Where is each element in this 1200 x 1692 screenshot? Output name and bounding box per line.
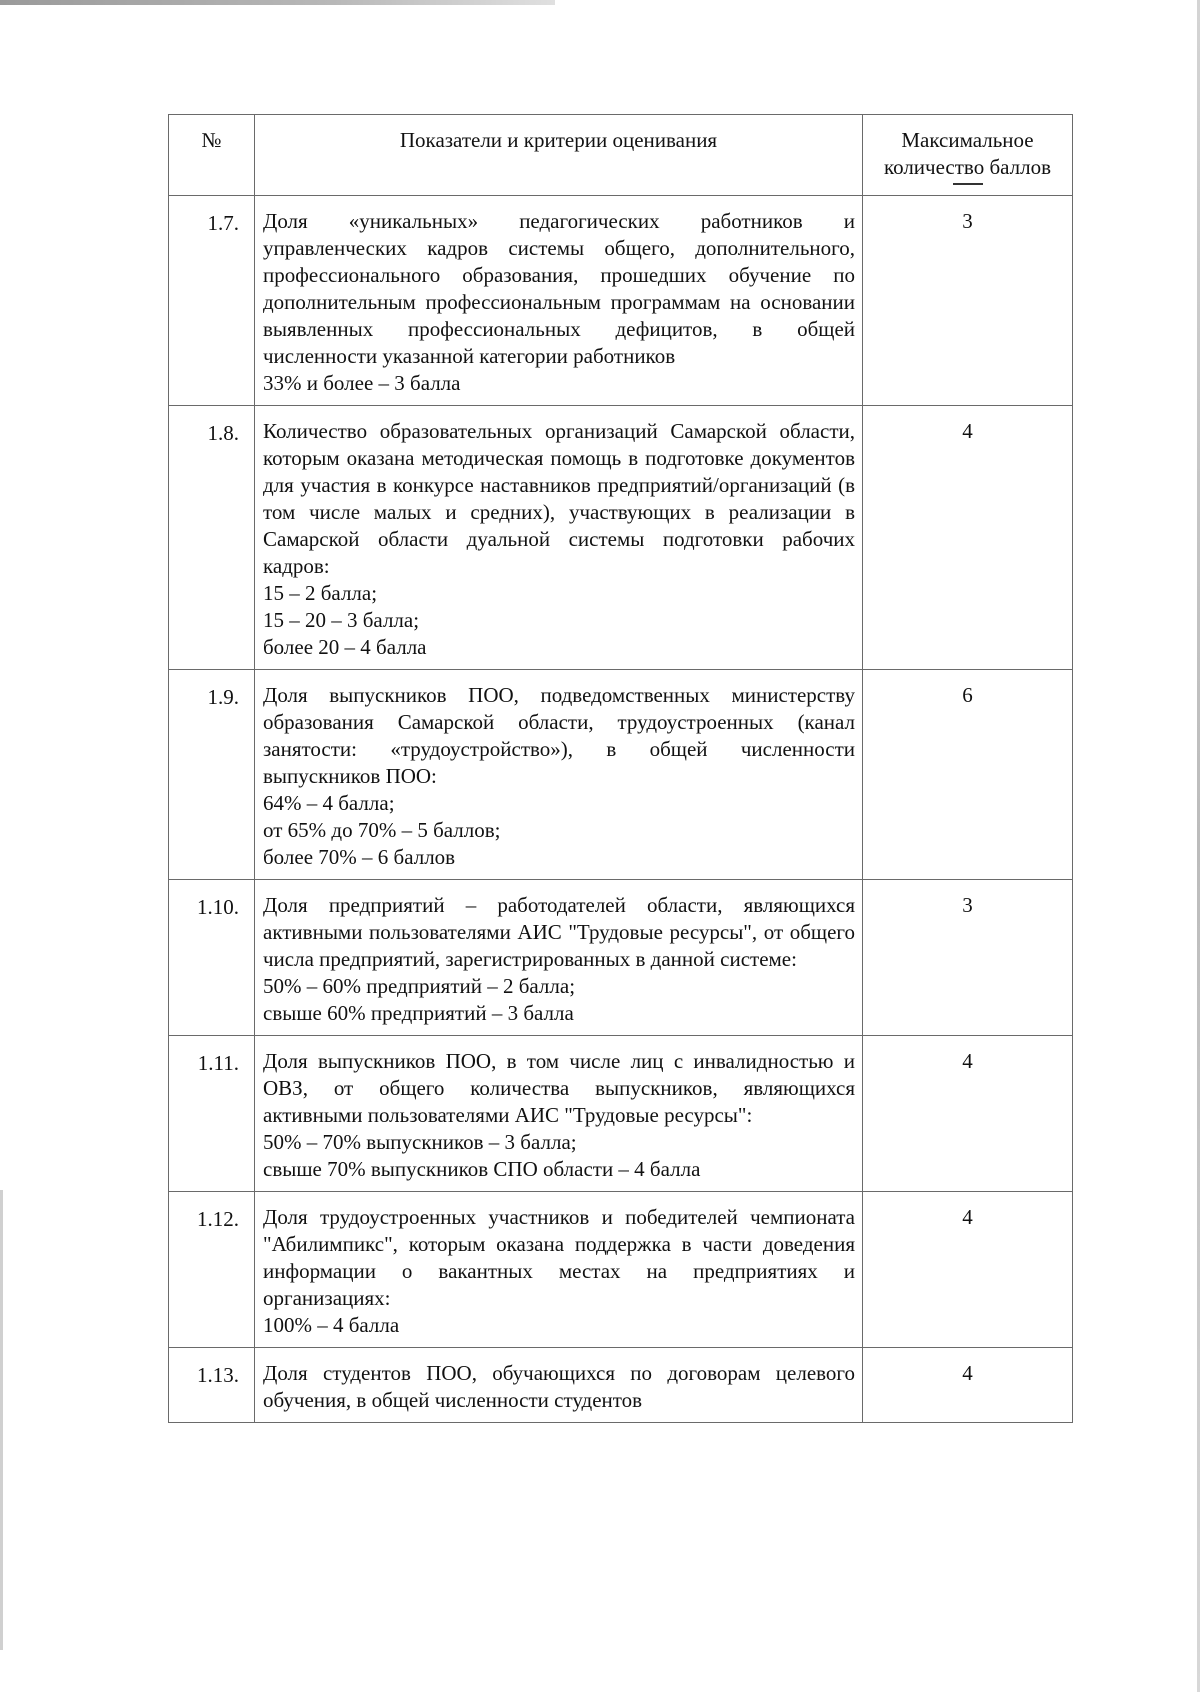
table-body bbox=[169, 196, 1073, 1423]
criteria-description: Доля выпускников ПОО, подведомственных министерству образования Самарской области, трудоустроенных (канал занятости: «трудоустройство»), в общей численности выпускников ПОО: bbox=[263, 683, 855, 788]
criteria-description: Доля студентов ПОО, обучающихся по договорам целевого обучения, в общей численности студентов bbox=[263, 1361, 855, 1412]
scoring-line: 100% – 4 балла bbox=[263, 1313, 400, 1337]
row-number: 1.8. bbox=[169, 406, 255, 670]
header-underline-mark bbox=[953, 183, 983, 185]
scoring-line: от 65% до 70% – 5 баллов; bbox=[263, 818, 501, 842]
scoring-line: более 70% – 6 баллов bbox=[263, 845, 456, 869]
row-criteria bbox=[255, 1036, 863, 1192]
row-number: 1.9. bbox=[169, 670, 255, 880]
scoring-line: 15 – 20 – 3 балла; bbox=[263, 608, 420, 632]
row-number: 1.11. bbox=[169, 1036, 255, 1192]
criteria-description: Доля трудоустроенных участников и победителей чемпионата "Абилимпикс", которым оказана поддержка в части доведения информации о вакантных местах на предприятиях и организациях: bbox=[263, 1205, 855, 1310]
row-criteria bbox=[255, 1192, 863, 1348]
row-criteria bbox=[255, 670, 863, 880]
row-max-score: 3 bbox=[863, 196, 1073, 406]
row-max-score: 4 bbox=[863, 406, 1073, 670]
scoring-line: 50% – 70% выпускников – 3 балла; bbox=[263, 1130, 577, 1154]
header-number: № bbox=[169, 115, 255, 196]
row-max-score: 6 bbox=[863, 670, 1073, 880]
header-criteria: Показатели и критерии оценивания bbox=[255, 115, 863, 196]
scan-edge-top bbox=[0, 0, 555, 5]
row-criteria bbox=[255, 880, 863, 1036]
row-number: 1.13. bbox=[169, 1348, 255, 1423]
criteria-description: Количество образовательных организаций Самарской области, которым оказана методическая помощь в подготовке документов для участия в конкурсе наставников предприятий/организаций (в том числе малых и средних), участвующих в реализации в Самарской области дуальной системы подготовки рабочих кадров: bbox=[263, 419, 855, 578]
criteria-description: Доля «уникальных» педагогических работников и управленческих кадров системы общего, дополнительного, профессионального образования, прошедших обучение по дополнительным профессиональным программам на основании выявленных профессиональных дефицитов, в общей численности указанной категории работников bbox=[263, 209, 855, 368]
table-row bbox=[169, 670, 1073, 880]
criteria-table bbox=[168, 114, 1073, 1423]
table-row bbox=[169, 880, 1073, 1036]
header-row bbox=[169, 115, 1073, 196]
table-row bbox=[169, 1036, 1073, 1192]
scoring-line: 50% – 60% предприятий – 2 балла; bbox=[263, 974, 576, 998]
scoring-line: 15 – 2 балла; bbox=[263, 581, 378, 605]
criteria-description: Доля предприятий – работодателей области, являющихся активными пользователями АИС "Трудовые ресурсы", от общего числа предприятий, зарегистрированных в данной системе: bbox=[263, 893, 855, 971]
row-criteria bbox=[255, 196, 863, 406]
table-row bbox=[169, 1192, 1073, 1348]
row-criteria bbox=[255, 406, 863, 670]
scan-edge-left bbox=[0, 1190, 3, 1650]
scoring-line: 33% и более – 3 балла bbox=[263, 371, 461, 395]
criteria-description: Доля выпускников ПОО, в том числе лиц с инвалидностью и ОВЗ, от общего количества выпускников, являющихся активными пользователями АИС "Трудовые ресурсы": bbox=[263, 1049, 855, 1127]
row-criteria bbox=[255, 1348, 863, 1423]
table-row bbox=[169, 196, 1073, 406]
row-number: 1.12. bbox=[169, 1192, 255, 1348]
row-max-score: 4 bbox=[863, 1348, 1073, 1423]
scoring-line: 64% – 4 балла; bbox=[263, 791, 395, 815]
table-row bbox=[169, 406, 1073, 670]
table-header bbox=[169, 115, 1073, 196]
row-number: 1.7. bbox=[169, 196, 255, 406]
scoring-line: свыше 70% выпускников СПО области – 4 балла bbox=[263, 1157, 701, 1181]
row-max-score: 4 bbox=[863, 1192, 1073, 1348]
table-row bbox=[169, 1348, 1073, 1423]
header-max-score: Максимальное количество баллов bbox=[883, 128, 1052, 179]
header-max-score-cell bbox=[863, 115, 1073, 196]
row-max-score: 4 bbox=[863, 1036, 1073, 1192]
row-max-score: 3 bbox=[863, 880, 1073, 1036]
row-number: 1.10. bbox=[169, 880, 255, 1036]
scoring-line: свыше 60% предприятий – 3 балла bbox=[263, 1001, 574, 1025]
scoring-line: более 20 – 4 балла bbox=[263, 635, 427, 659]
